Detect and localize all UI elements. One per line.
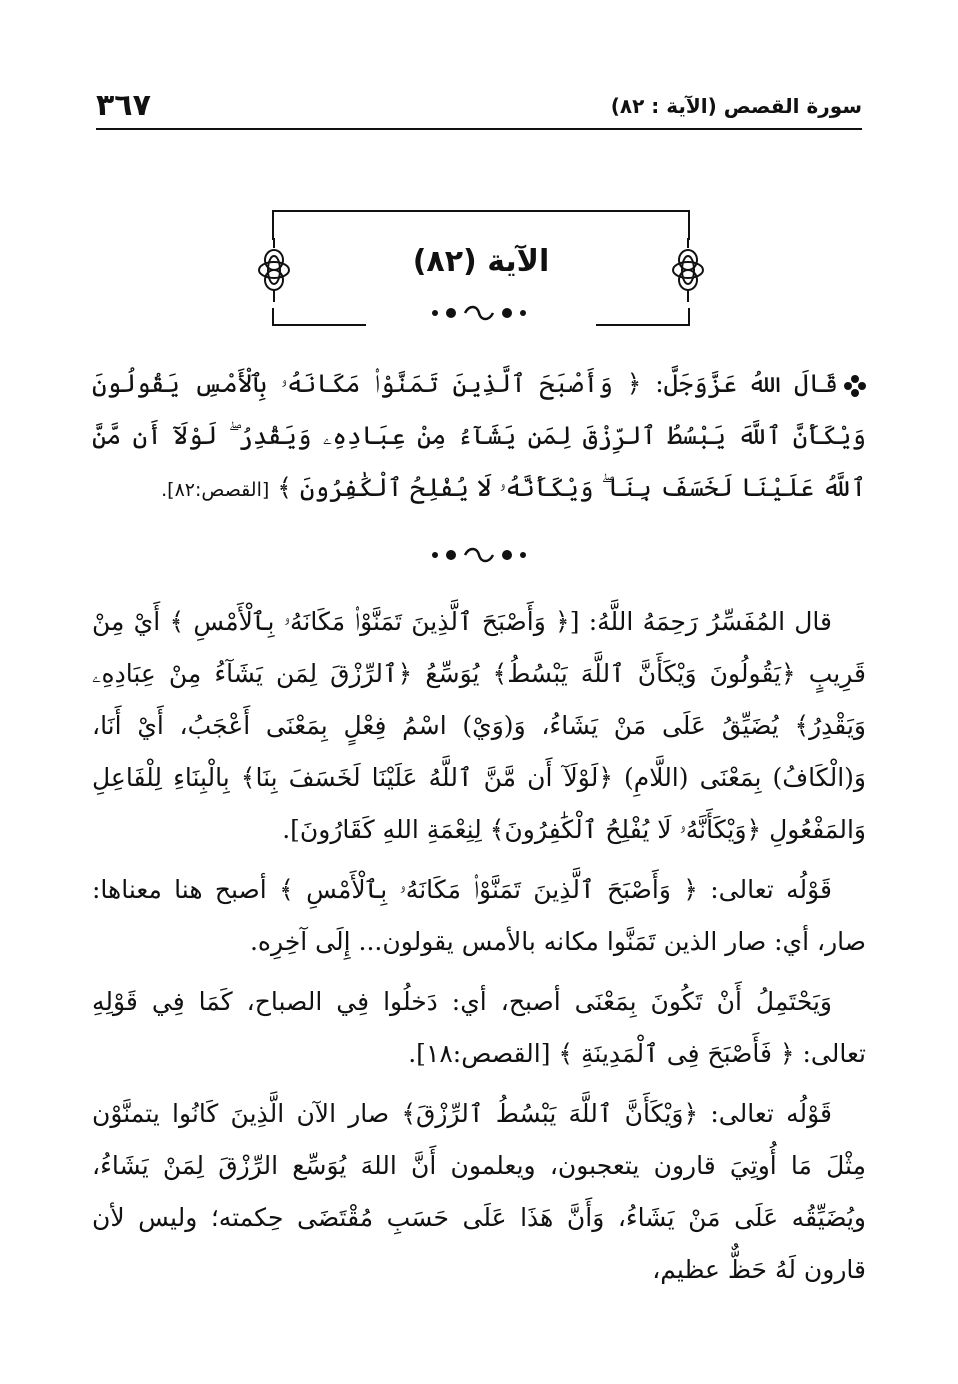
tafsir-paragraph: قَوْلُه تعالى: ﴿وَيْكَأَنَّ ٱللَّهَ يَبْسُطُ ٱلرِّزْقَ﴾ صار الآن الَّذِينَ كَانُوا يتمنَّوْن مِثْلَ مَا أُوتِيَ قارون يتعجبون، ويعلمون أَنَّ اللهَ يُوَسِّع الرِّزْقَ لِمَنْ يَشَاءُ، ويُضَيِّقُه عَلَى مَنْ يَشَاءُ، وَأَنَّ هَذَا عَلَى حَسَبِ مُقْتَضَى حِكمته؛ وليس لأن قارون لَهُ حَظٌّ عظيم، — [92, 1099, 866, 1284]
divider-ornament-icon — [427, 545, 531, 565]
verse-reference: [القصص:٨٢]. — [161, 479, 270, 501]
tafsir-paragraph: قَوْلُه تعالى: ﴿ وَأَصْبَحَ ٱلَّذِينَ تَمَنَّوْا۟ مَكَانَهُۥ بِٱلْأَمْسِ ﴾ أصبح هنا معناها: صار، أي: صار الذين تَمَنَّوا مكانه بالأمس يقولون... إِلَى آخِرِه. — [92, 875, 866, 956]
flower-ornament-icon — [844, 375, 866, 397]
quran-verse-block — [92, 358, 866, 516]
tafsir-paragraph: وَيَحْتَمِلُ أَنْ تَكُونَ بِمَعْنَى أصبح، أي: دَخلُوا فِي الصباح، كَمَا فِي قَوْلِهِ تعالى: ﴿ فَأَصْبَحَ فِى ٱلْمَدِينَةِ ﴾ [القصص:١٨]. — [92, 987, 866, 1068]
tafsir-paragraph: قال المُفَسِّرُ رَحِمَهُ اللَّهُ: [﴿ وَأَصْبَحَ ٱلَّذِينَ تَمَنَّوْا۟ مَكَانَهُۥ بِٱلْأَمْسِ ﴾ أَيْ مِنْ قَرِيبٍ ﴿يَقُولُونَ وَيْكَأَنَّ ٱللَّهَ يَبْسُطُ﴾ يُوَسِّعُ ﴿ٱلرِّزْقَ لِمَن يَشَآءُ مِنْ عِبَادِهِۦ وَيَقْدِرُ﴾ يُضَيِّقُ عَلَى مَنْ يَشَاءُ، وَ(وَيْ) اسْمُ فِعْلٍ بِمَعْنَى أَعْجَبُ، أَيْ أَنَا، وَ(الْكَافُ) بِمَعْنَى (اللَّامِ) ﴿لَوْلَآ أَن مَّنَّ ٱللَّهُ عَلَيْنَا لَخَسَفَ بِنَا﴾ بِالْبِنَاءِ لِلْفَاعِلِ وَالمَفْعُولِ ﴿وَيْكَأَنَّهُۥ لَا يُفْلِحُ ٱلْكَٰفِرُونَ﴾ لِنِعْمَةِ اللهِ كَقَارُونَ]. — [92, 607, 866, 844]
quran-verse: ﴿ وَأَصْبَحَ ٱلَّذِينَ تَمَنَّوْا۟ مَكَانَهُۥ بِٱلْأَمْسِ يَقُولُونَ وَيْكَأَنَّ ٱللَّهَ يَبْسُطُ ٱلرِّزْقَ لِمَن يَشَآءُ مِنْ عِبَادِهِۦ وَيَقْدِرُ ۖ لَوْلَآ أَن مَّنَّ ٱللَّهُ عَلَيْنَا لَخَسَفَ بِنَا ۖ وَيْكَأَنَّهُۥ لَا يُفْلِحُ ٱلْكَٰفِرُونَ ﴾ — [92, 369, 866, 502]
surah-title: سورة القصص (الآية : ٨٢) — [610, 94, 862, 118]
page-number: ٣٦٧ — [96, 88, 151, 123]
divider-ornament-icon — [427, 303, 531, 323]
ayah-title: الآية (٨٢) — [412, 244, 550, 279]
tafsir-body — [92, 596, 866, 1304]
page-header — [96, 84, 862, 130]
verse-intro: قَالَ اللهُ عَزَّوَجَلَّ: — [655, 369, 838, 398]
